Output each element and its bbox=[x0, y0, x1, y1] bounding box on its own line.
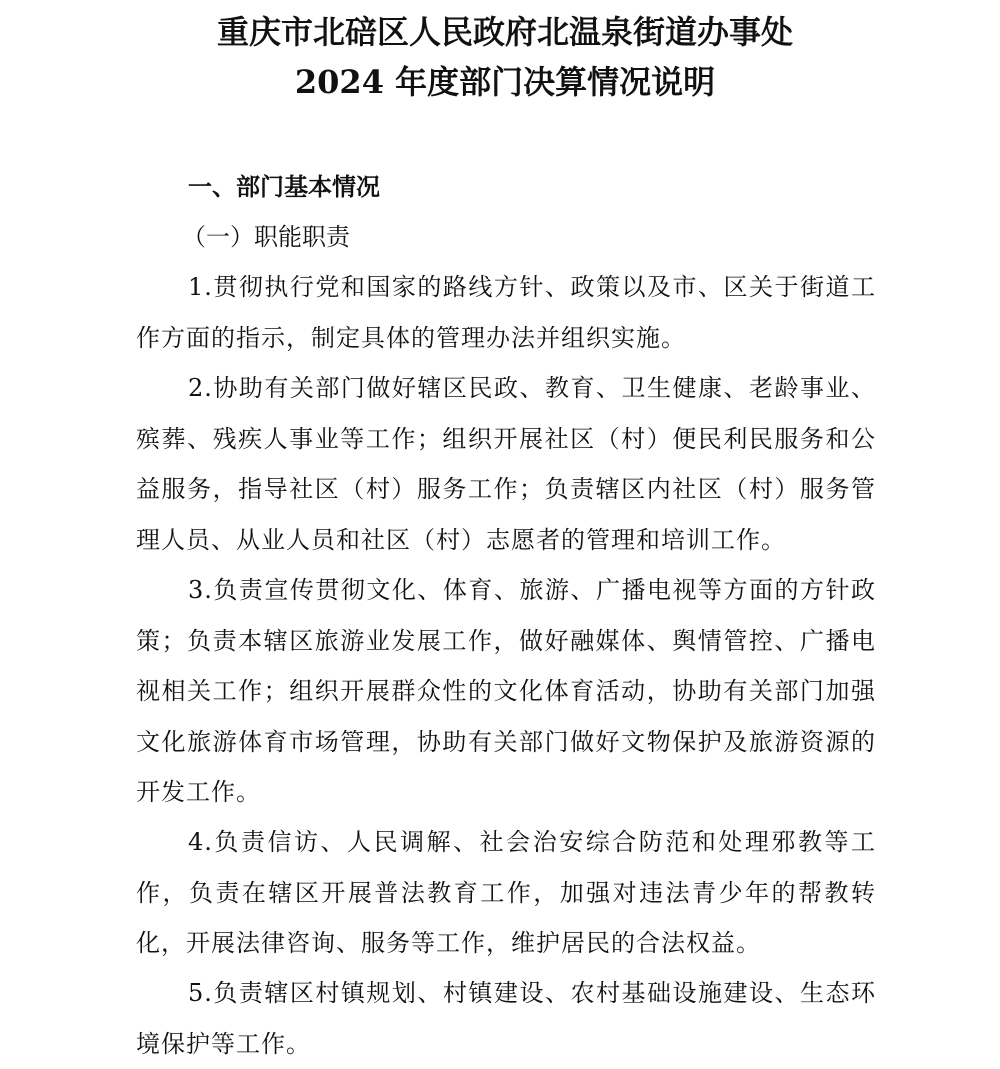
document-title-line2: 2024 年度部门决算情况说明 bbox=[294, 63, 716, 101]
paragraph-5: 5.负责辖区村镇规划、村镇建设、农村基础设施建设、生态环境保护等工作。 bbox=[136, 979, 876, 1058]
paragraph-1: 1.贯彻执行党和国家的路线方针、政策以及市、区关于街道工作方面的指示，制定具体的管理办法并组织实施。 bbox=[136, 273, 876, 352]
document-title-line1: 重庆市北碚区人民政府北温泉街道办事处 bbox=[216, 13, 793, 51]
paragraph-4: 4.负责信访、人民调解、社会治安综合防范和处理邪教等工作，负责在辖区开展普法教育工作，加强对违法青少年的帮教转化，开展法律咨询、服务等工作，维护居民的合法权益。 bbox=[136, 828, 876, 957]
subsection-heading: （一）职能职责 bbox=[182, 223, 350, 251]
paragraph-2: 2.协助有关部门做好辖区民政、教育、卫生健康、老龄事业、殡葬、残疾人事业等工作；组织开展社区（村）便民利民服务和公益服务，指导社区（村）服务工作；负责辖区内社区（村）服务管理人员、从业人员和社区（村）志愿者的管理和培训工作。 bbox=[136, 374, 876, 554]
paragraph-3: 3.负责宣传贯彻文化、体育、旅游、广播电视等方面的方针政策；负责本辖区旅游业发展工作，做好融媒体、舆情管控、广播电视相关工作；组织开展群众性的文化体育活动，协助有关部门加强文化旅游体育市场管理，协助有关部门做好文物保护及旅游资源的开发工作。 bbox=[136, 576, 876, 806]
section-heading: 一、部门基本情况 bbox=[188, 172, 380, 201]
